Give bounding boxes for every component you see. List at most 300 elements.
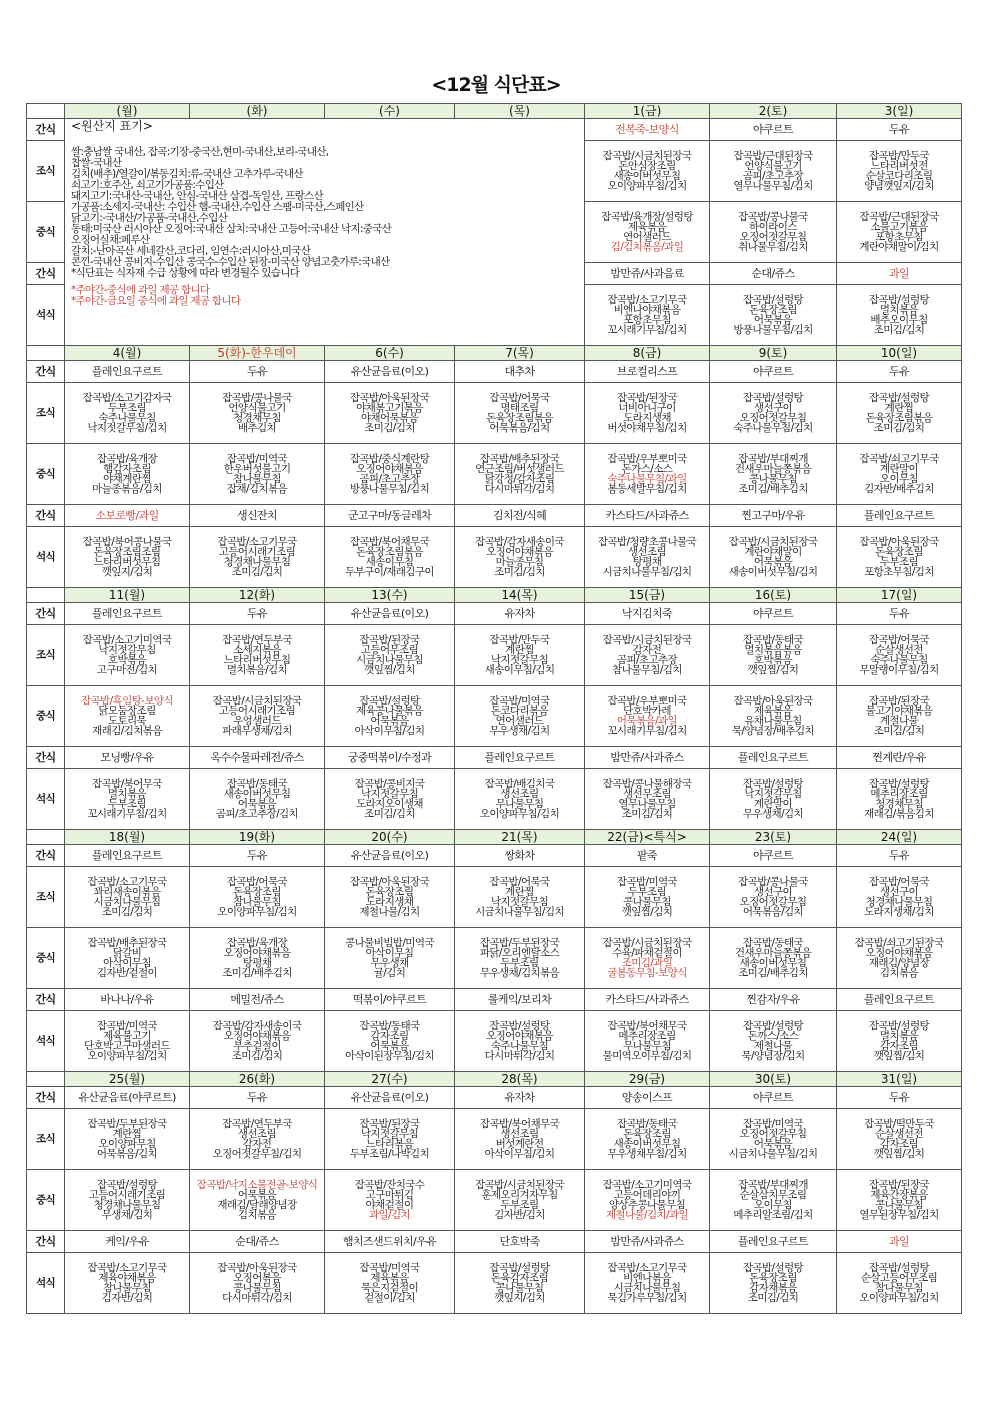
menu-line: 제육볶음	[370, 1272, 409, 1284]
menu-line: 두부조림	[500, 1199, 539, 1211]
menu-line: 오이양파무침	[98, 1138, 156, 1150]
menu-line: 잡곡밥/미역국	[742, 1118, 804, 1130]
snack-row	[27, 603, 962, 625]
menu-line: 부추겉절이	[233, 1040, 281, 1052]
lunch-cell	[585, 928, 710, 989]
origin-note-line: 동태:미국산 러시아산 오징어:국내산 삼치:국내산 고등어:국내산 낙지:중국산	[71, 223, 392, 235]
breakfast-cell	[837, 867, 962, 928]
snack-cell: 카스타드/사과쥬스	[585, 989, 710, 1011]
menu-line: 잡곡밥/북어채무국	[479, 1118, 560, 1130]
menu-line: 너비아니구이	[618, 402, 676, 414]
dinner-cell	[585, 769, 710, 830]
menu-line: 포항초무침	[623, 314, 671, 326]
breakfast-cell	[65, 867, 190, 928]
menu-line: 포항초무침/김치	[864, 566, 934, 578]
row-label-breakfast: 조식	[27, 625, 65, 686]
menu-line: 잡곡밥/시금치된장국	[602, 937, 692, 949]
menu-line: 잡곡밥/동태국	[616, 1118, 678, 1130]
menu-line: 느타리버섯무침	[93, 556, 161, 568]
row-label-breakfast: 조식	[27, 867, 65, 928]
menu-line: 잡곡밥/어묵국	[226, 876, 288, 888]
menu-line: 두부조림	[500, 957, 539, 969]
menu-line: 묵김가루무침/김치	[607, 1292, 687, 1304]
menu-line: 잡곡밥/낙지소불전골-보양식	[196, 1179, 318, 1191]
menu-line: 호박볶음	[753, 654, 793, 666]
snack-cell: 밤만쥬/사과쥬스	[585, 1231, 710, 1253]
date-header: 14(목)	[455, 588, 585, 603]
menu-line: 포항초무침	[875, 231, 923, 243]
lunch-cell	[325, 686, 455, 747]
menu-line: 돈육장조림조림	[93, 546, 161, 558]
lunch-cell	[710, 928, 837, 989]
menu-line: 잡곡밥/두부된장국	[479, 937, 560, 949]
origin-note-line: 오징어실채:페루산	[71, 234, 150, 246]
date-header: 6(수)	[325, 346, 455, 361]
row-label-lunch: 중식	[27, 928, 65, 989]
menu-line: 어묵볶음/김치	[96, 1148, 158, 1160]
snack-cell: 찐고구마/우유	[710, 505, 837, 527]
lunch-cell	[325, 928, 455, 989]
lunch-row	[27, 444, 962, 505]
lunch-cell	[190, 928, 325, 989]
date-header: 7(목)	[455, 346, 585, 361]
origin-note-line: 가공품:소세지-국내산: 수입산 햄-국내산,수입산 스팸-미국산,스페인산	[71, 201, 364, 213]
origin-note-line: 쇠고기:호주산, 쇠고기가공품:수입산	[71, 179, 224, 191]
menu-line: 시금치나물무침	[93, 896, 161, 908]
menu-line: 김자반/김치	[494, 1209, 545, 1221]
dinner-row	[27, 1253, 962, 1314]
lunch-cell	[837, 928, 962, 989]
menu-line: 낙지젓갈무침	[98, 644, 156, 656]
menu-line: 닭갈비	[112, 947, 142, 959]
row-label-snack: 간식	[27, 989, 65, 1011]
menu-line: 깻잎찜/김치	[747, 664, 799, 676]
snack-cell: 두유	[837, 119, 962, 141]
menu-line: 잡곡밥/된장국	[616, 392, 678, 404]
menu-line: 무나물무침	[495, 798, 544, 810]
menu-line: 아삭이무침	[103, 957, 151, 969]
snack-cell: 유산균음료(이오)	[325, 845, 455, 867]
dinner-cell	[455, 769, 585, 830]
menu-line: 깻잎찜/김치	[621, 906, 673, 918]
menu-line: 돈육장조림	[749, 304, 797, 316]
menu-line: 참나물무침	[233, 896, 281, 908]
breakfast-cell	[585, 141, 710, 202]
date-header: 28(목)	[455, 1072, 585, 1087]
menu-line: 잡곡밥/근대된장국	[733, 150, 813, 162]
menu-line: 배추김치	[237, 422, 277, 434]
dinner-cell	[65, 769, 190, 830]
breakfast-cell	[65, 625, 190, 686]
menu-line: 호박볶음	[107, 654, 147, 666]
page-title: <12월 식단표>	[431, 74, 561, 96]
menu-line: 느타리버섯전	[870, 160, 928, 172]
menu-line: 야채볶고기볶음	[356, 402, 423, 414]
row-label-breakfast: 조식	[27, 141, 65, 202]
menu-line: 순살고등어무조림	[860, 1272, 938, 1284]
menu-line: 잡곡밥/연두부국	[222, 1118, 292, 1130]
menu-line: 돈코다리볶음	[490, 705, 549, 717]
menu-line: 돈육장조림	[365, 886, 414, 898]
date-header: (월)	[65, 104, 190, 119]
menu-line: 멸치볶음	[107, 788, 147, 800]
menu-line: 감자채볶음	[749, 1282, 797, 1294]
origin-note-line: 찹쌀-국내산	[71, 157, 122, 169]
menu-line: 오징어야채볶음	[356, 463, 423, 475]
menu-line: 계란찜	[112, 1128, 142, 1140]
breakfast-cell	[455, 625, 585, 686]
menu-line: 잡곡밥/감자새송이국	[475, 536, 564, 548]
menu-line: 꼬시래기무침/김치	[607, 324, 687, 336]
menu-line: 닭모둠장조림	[98, 705, 156, 717]
menu-line: 명태조림	[500, 402, 539, 414]
snack-cell: 떡볶이/야쿠르트	[325, 989, 455, 1011]
menu-line: 잡곡밥/미역국	[359, 1262, 420, 1274]
menu-line: 어묵볶음/김치	[489, 422, 550, 434]
lunch-cell	[455, 1170, 585, 1231]
menu-line: 계란말이	[753, 798, 793, 810]
snack-cell: 밤만쥬/사과음료	[585, 263, 710, 285]
breakfast-cell	[837, 383, 962, 444]
menu-line: 돈육장조림볶음	[356, 546, 423, 558]
menu-line: 순살삼치무조림	[739, 1189, 807, 1201]
date-header: 24(일)	[837, 830, 962, 845]
menu-line: 고등어시래기조림	[218, 546, 296, 558]
snack-cell: 과일	[837, 263, 962, 285]
date-header-row	[27, 1072, 962, 1087]
menu-line: 훈제오리겨자무침	[481, 1189, 558, 1201]
snack-cell: 플레인요구르트	[455, 747, 585, 769]
dinner-cell	[710, 285, 837, 346]
menu-line: 도라지생채	[623, 412, 671, 424]
menu-line: 잡곡밥/소고기무국	[217, 536, 297, 548]
menu-line: 어묵볶음/과일	[616, 715, 678, 727]
date-header-row	[27, 346, 962, 361]
menu-line: 잡곡밥/소고기무국	[87, 876, 167, 888]
menu-line: 재래김/양념장	[868, 957, 930, 969]
menu-line: 돈육감자조림	[490, 1272, 549, 1284]
breakfast-cell	[585, 625, 710, 686]
menu-line: 낙지젓갈무침	[490, 896, 549, 908]
menu-line: 오징어야채볶음	[223, 947, 291, 959]
menu-line: 잡곡밥/된장국	[359, 1118, 420, 1130]
menu-line: 잡곡밥/소고기미역국	[602, 1179, 692, 1191]
menu-line: 순살생선전	[875, 644, 923, 656]
menu-line: 오이양파무침/김치	[217, 906, 297, 918]
menu-line: 잡곡밥/미역국	[226, 453, 288, 465]
menu-line: 깻잎지/김치	[494, 1292, 545, 1304]
menu-line: 시금치나물무침	[613, 1282, 681, 1294]
menu-line: 잡곡밥/아욱된장국	[349, 876, 430, 888]
menu-line: 돈육장조림	[749, 1272, 797, 1284]
menu-line: 오징어젓갈무침/김치	[212, 1148, 302, 1160]
menu-line: 잡곡밥/설렁탕	[742, 1020, 804, 1032]
menu-line: 잡곡밥/미역국	[96, 1020, 158, 1032]
menu-line: 생선조림	[237, 1128, 277, 1140]
date-header: 16(토)	[710, 588, 837, 603]
lunch-cell	[710, 444, 837, 505]
dinner-cell	[325, 769, 455, 830]
menu-line: 유채나물무침	[744, 715, 802, 727]
menu-line: 콩나물무침	[623, 896, 671, 908]
dinner-cell	[837, 527, 962, 588]
lunch-cell	[585, 202, 710, 263]
row-label-lunch: 중식	[27, 686, 65, 747]
menu-line: 잡곡밥/연두부국	[222, 634, 292, 646]
dinner-cell	[65, 1253, 190, 1314]
menu-line: 잡곡밥/육개장	[226, 937, 288, 949]
breakfast-cell	[585, 383, 710, 444]
origin-note-notice: *주야간-중식에 과일 제공 합니다	[71, 284, 210, 296]
menu-line: 돈까스/소스	[747, 1030, 799, 1042]
menu-line: 잡곡밥/우부뽀미국	[607, 453, 687, 465]
menu-line: 잡곡밥/북어콩나물국	[82, 536, 172, 548]
menu-line: 새송이버섯무침/김치	[728, 566, 818, 578]
menu-line: 생선무조림	[623, 788, 671, 800]
snack-cell: 플레인요구르트	[710, 1231, 837, 1253]
menu-line: 두부구이/재래김구이	[345, 566, 434, 578]
menu-line: 생선구이	[753, 886, 793, 898]
menu-line: 조미김/김치	[364, 808, 415, 820]
menu-line: 멸치볶음	[879, 1030, 919, 1042]
snack-cell: 모닝빵/우유	[65, 747, 190, 769]
menu-line: 소세지볶음	[233, 644, 281, 656]
lunch-cell	[710, 686, 837, 747]
menu-line: 두부조림	[107, 798, 147, 810]
menu-line: 다시마튀각/김치	[484, 483, 555, 495]
dinner-cell	[585, 1011, 710, 1072]
menu-line: 도라지오이생채	[356, 798, 423, 810]
dinner-cell	[585, 285, 710, 346]
menu-line: 잡곡밥/된장국	[868, 695, 930, 707]
menu-line: 참나물무침	[875, 1282, 923, 1294]
menu-line: 제육볶음	[753, 705, 793, 717]
snack-cell: 소보로빵/과일	[65, 505, 190, 527]
row-label-snack: 간식	[27, 119, 65, 141]
menu-line: 콩나물무침	[875, 1199, 923, 1211]
date-header: 18(월)	[65, 830, 190, 845]
menu-line: 묵/양념장/배추김치	[731, 725, 815, 737]
menu-line: 잡곡밥/된장국	[868, 1179, 930, 1191]
lunch-row	[27, 928, 962, 989]
menu-line: 제육불고기	[103, 1030, 151, 1042]
menu-line: 탕평채	[632, 556, 662, 568]
menu-line: 잡곡밥/콩비지국	[354, 778, 425, 790]
date-header: (목)	[455, 104, 585, 119]
row-label-lunch: 중식	[27, 444, 65, 505]
menu-line: 잡곡밥/북어채무국	[349, 536, 430, 548]
date-header: 22(금)<특식>	[585, 830, 710, 845]
menu-line: 잡곡밥/우부뽀미국	[607, 695, 687, 707]
menu-line: 어묵볶음	[237, 798, 277, 810]
menu-line: 잡곡밥/배김치국	[484, 778, 555, 790]
dinner-cell	[455, 1253, 585, 1314]
date-header: 23(토)	[710, 830, 837, 845]
menu-line: 불고기야채볶음	[865, 705, 933, 717]
menu-line: 하이라이스	[749, 221, 797, 233]
menu-line: 새송이버섯무침	[739, 957, 807, 969]
breakfast-cell	[325, 1109, 455, 1170]
snack-cell: 팥죽	[585, 845, 710, 867]
menu-line: 잡곡밥/어묵국	[489, 876, 550, 888]
date-header: 26(화)	[190, 1072, 325, 1087]
lunch-cell	[65, 686, 190, 747]
menu-line: 돈육장조림	[623, 1128, 671, 1140]
row-label-snack: 간식	[27, 505, 65, 527]
menu-line: 무우생채/김치	[742, 808, 804, 820]
date-header: 20(수)	[325, 830, 455, 845]
origin-note-line: 김치(배추)/열갈이/볶동김치:류-국내산 고추가루-국내산	[71, 168, 303, 180]
menu-line: 열무나물무침	[618, 798, 676, 810]
menu-line: 잡곡밥/배추된장국	[87, 937, 167, 949]
menu-line: 다시마튀각/김치	[484, 1050, 555, 1062]
menu-line: 조미김/과일	[621, 957, 673, 969]
menu-line: 탕평채	[242, 957, 272, 969]
menu-line: 숙주나물무침	[870, 654, 928, 666]
lunch-cell	[190, 1170, 325, 1231]
dinner-cell	[325, 1253, 455, 1314]
breakfast-cell	[65, 1109, 190, 1170]
menu-line: 잡채/김치볶음	[226, 483, 288, 495]
snack-row	[27, 1231, 962, 1253]
snack-cell: 옥수수물파레전/쥬스	[190, 747, 325, 769]
menu-line: 다시마튀각/김치	[222, 1292, 292, 1304]
snack-cell: 유산균음료(이오)	[325, 603, 455, 625]
date-header: (수)	[325, 104, 455, 119]
menu-line: 잡곡밥/동태국	[226, 778, 288, 790]
menu-line: 시금치나물무침	[356, 654, 423, 666]
date-header: 1(금)	[585, 104, 710, 119]
menu-line: 잡곡밥/떡만두국	[864, 1118, 934, 1130]
menu-line: 열무된장무침/김치	[859, 1209, 939, 1221]
menu-line: 어묵볶음	[753, 1138, 793, 1150]
menu-line: 오징어야채볶음	[865, 947, 933, 959]
menu-line: 김/김치볶음/과일	[610, 241, 684, 253]
dinner-cell	[837, 1011, 962, 1072]
menu-line: 무우생채/김치볶음	[479, 967, 560, 979]
dinner-cell	[325, 1011, 455, 1072]
header-blank	[27, 588, 65, 603]
snack-cell: 유자차	[455, 1087, 585, 1109]
snack-cell: 두유	[190, 1087, 325, 1109]
lunch-cell	[585, 686, 710, 747]
menu-line: 무나물무침	[623, 1040, 671, 1052]
snack-cell: 플레인요구르트	[65, 603, 190, 625]
snack-row	[27, 1087, 962, 1109]
menu-line: 묵/양념장/김치	[741, 1050, 805, 1062]
dinner-row	[27, 1011, 962, 1072]
menu-line: 계란찜	[505, 644, 534, 656]
dinner-cell	[65, 527, 190, 588]
menu-line: 잡곡밥/된장국	[359, 634, 420, 646]
menu-line: 참나물무침	[103, 1282, 151, 1294]
breakfast-row	[27, 625, 962, 686]
menu-line: 제육야채볶음	[98, 1272, 156, 1284]
menu-line: 제육볶음	[627, 221, 667, 233]
snack-cell: 순대/쥬스	[710, 263, 837, 285]
menu-line: 어묵볶음	[753, 556, 793, 568]
lunch-cell	[837, 202, 962, 263]
menu-line: 어묵볶음	[237, 1189, 277, 1201]
menu-line: 새송이무침	[365, 556, 414, 568]
lunch-cell	[65, 444, 190, 505]
dinner-cell	[190, 769, 325, 830]
origin-note-line: *식단표는 식자재 수급 상황에 따라 변경될수 있습니다	[71, 267, 300, 279]
menu-line: 도라지생채/김치	[864, 906, 934, 918]
dinner-cell	[710, 1253, 837, 1314]
menu-line: 고등어무조림	[360, 644, 419, 656]
menu-line: 꽈리새송이볶음	[93, 886, 161, 898]
menu-line: 오징어젓갈무침	[739, 1128, 807, 1140]
breakfast-cell	[710, 141, 837, 202]
menu-line: 잡곡밥/중식계란탕	[349, 453, 430, 465]
snack-cell: 두유	[190, 845, 325, 867]
menu-line: 조미김/김치	[873, 725, 925, 737]
breakfast-cell	[455, 383, 585, 444]
snack-cell: 두유	[837, 361, 962, 383]
breakfast-cell	[837, 625, 962, 686]
snack-cell: 플레인요구르트	[65, 361, 190, 383]
menu-line: 조미김/김치	[231, 1050, 283, 1062]
menu-line: 오이양파무침/김치	[607, 180, 687, 192]
snack-cell: 유산균음료(야쿠르트)	[65, 1087, 190, 1109]
menu-line: 굴봄동무침-보양식	[607, 967, 687, 979]
menu-line: 물미역오이무침/김치	[602, 1050, 692, 1062]
menu-line: 잡곡밥/콩나물국	[738, 876, 808, 888]
header-blank	[27, 104, 65, 119]
menu-line: 방풍나물무침/김치	[733, 324, 813, 336]
date-header: 17(일)	[837, 588, 962, 603]
menu-line: 멸치볶음/김치	[226, 664, 288, 676]
snack-cell: 두유	[837, 845, 962, 867]
lunch-cell	[710, 1170, 837, 1231]
menu-line: 열무나물무침/김치	[733, 180, 813, 192]
menu-line: 마늘종볶음/김치	[92, 483, 162, 495]
menu-line: 조미김/김치	[747, 1292, 799, 1304]
menu-line: 단호박카레	[623, 705, 671, 717]
menu-line: 어묵볶음	[370, 1040, 409, 1052]
menu-line: 잡곡밥/감자새송이국	[212, 1020, 302, 1032]
menu-line: 소불고기볶음	[870, 221, 928, 233]
menu-line: 잡곡밥/북어채무국	[607, 1020, 687, 1032]
date-header: (화)	[190, 104, 325, 119]
snack-cell: 찐계란/우유	[837, 747, 962, 769]
menu-line: 잡곡밥/아욱된장국	[733, 695, 813, 707]
menu-line: 양념깻잎지/김치	[864, 180, 934, 192]
menu-line: 계란찜	[505, 886, 534, 898]
menu-line: 느타리볶음	[365, 1138, 414, 1150]
lunch-cell	[455, 444, 585, 505]
menu-line: 조미김/김치	[494, 566, 545, 578]
origin-notes	[65, 119, 585, 346]
dinner-cell	[455, 527, 585, 588]
menu-line: 양상추콩나물무침	[608, 1199, 686, 1211]
menu-line: 김치볶음	[879, 967, 919, 979]
menu-line: 어묵볶음	[370, 715, 409, 727]
menu-line: 멸치볶음볶음	[744, 644, 802, 656]
date-header: 31(일)	[837, 1072, 962, 1087]
snack-cell: 플레인요구르트	[837, 989, 962, 1011]
menu-line: 청경채나물무침	[223, 556, 291, 568]
menu-line: 새송이버섯무침	[223, 788, 291, 800]
menu-line: 잡곡밥/동태국	[742, 937, 804, 949]
snack-cell: 야쿠르트	[710, 361, 837, 383]
menu-line: 오징어젓갈무침	[739, 896, 807, 908]
menu-line: 도토리묵	[107, 715, 147, 727]
menu-line: 고등어시래기조림	[218, 705, 296, 717]
menu-line: 생선조림	[500, 788, 539, 800]
menu-line: 잡곡밥/부대찌개	[738, 1179, 808, 1191]
